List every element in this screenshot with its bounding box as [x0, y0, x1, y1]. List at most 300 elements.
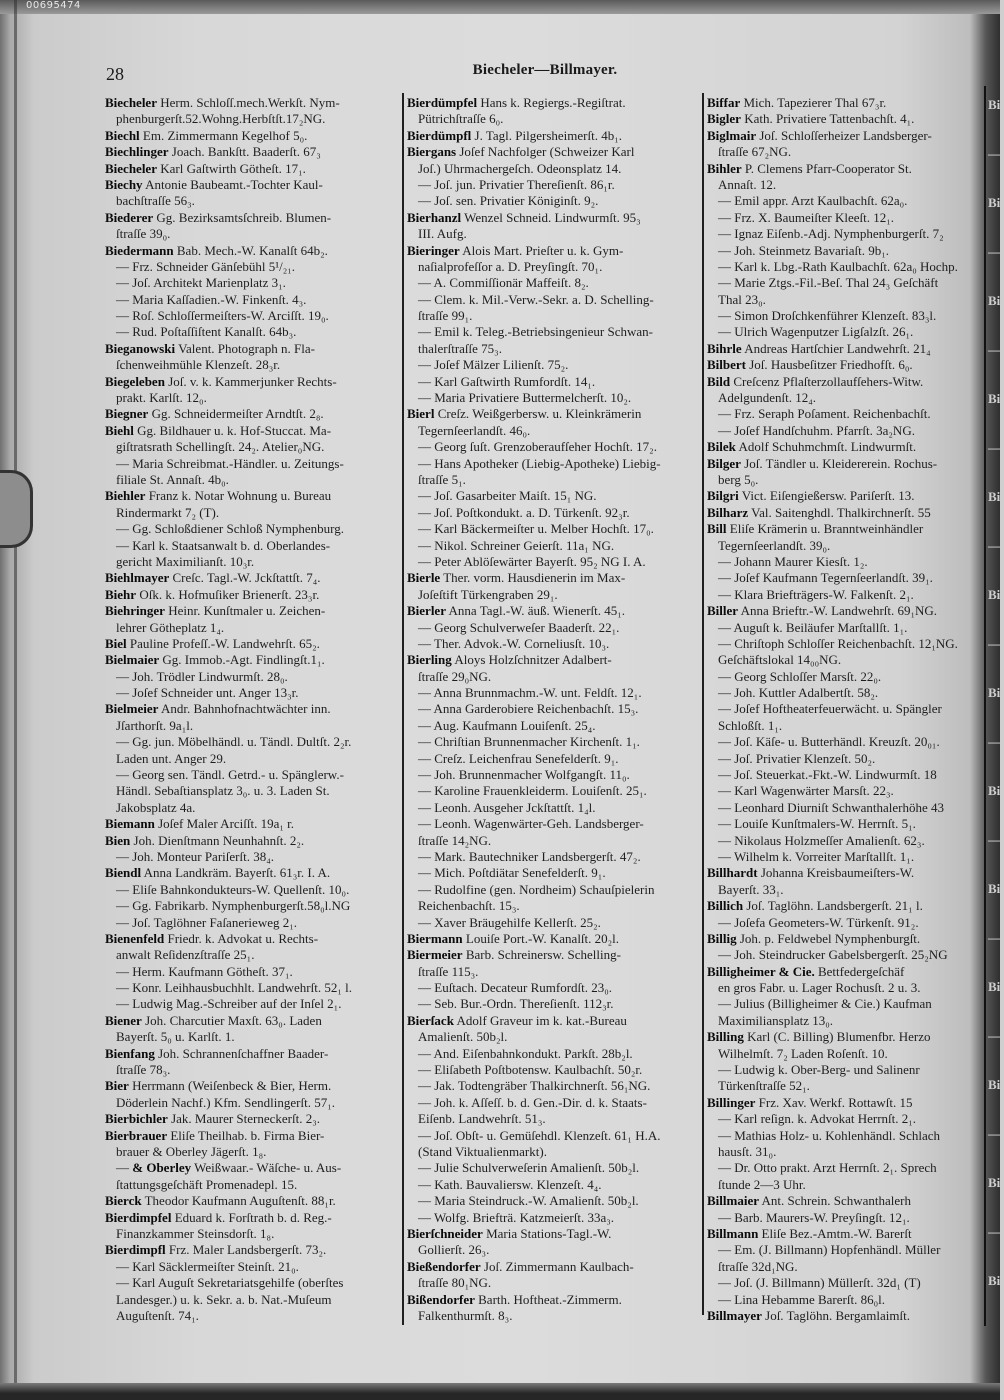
entry-continuation: [105, 111, 400, 127]
entry-continuation: [707, 292, 983, 308]
directory-entry: [407, 1292, 700, 1308]
sub-entry: [707, 701, 983, 717]
directory-entry: [105, 128, 400, 144]
entry-text: Alois Mart. Prieſter u. k. Gym-: [459, 242, 624, 258]
entry-surname: Bielmaier: [105, 652, 160, 668]
directory-entry: [707, 865, 983, 881]
entry-text: — Seb. Bur.-Ordn. Thereſienſt. 112₃r.: [418, 996, 614, 1012]
sub-entry: [707, 275, 983, 291]
sub-entry: [407, 554, 700, 570]
sub-entry: [707, 1062, 983, 1078]
entry-text: Joſ. Taglöhn. Landsbergerſt. 21₁ l.: [743, 898, 923, 914]
entry-text: — Nikolaus Holzmeſſer Amalienſt. 62₃.: [718, 832, 925, 848]
entry-text: filiale St. Annaſt. 4b₀.: [116, 471, 229, 487]
column-3: [707, 95, 983, 1327]
entry-text: Jſarthorſt. 9a₁l.: [116, 717, 194, 733]
entry-continuation: [407, 161, 700, 177]
sub-entry: [407, 751, 700, 767]
entry-surname: Bierling: [407, 652, 452, 668]
directory-entry: [105, 177, 400, 193]
directory-entry: [707, 95, 983, 111]
sub-entry: [707, 554, 983, 570]
entry-text: — Dr. Otto prakt. Arzt Herrnſt. 2₁. Sprech: [718, 1160, 937, 1176]
entry-text: — Ulrich Wagenputzer Ligſalzſt. 26₁.: [718, 324, 914, 340]
directory-entry: [105, 1013, 400, 1029]
entry-text: Wenzel Schneid. Lindwurmſt. 95₃: [461, 209, 641, 225]
entry-continuation: [407, 1275, 700, 1291]
entry-surname: Biglmair: [707, 127, 757, 143]
sub-entry: [407, 1210, 700, 1226]
entry-text: Joſef Maler Arciſſt. 19a₁ r.: [154, 816, 295, 832]
sub-entry: [105, 996, 400, 1012]
entry-continuation: [105, 947, 400, 963]
entry-text: ſtraſſe 14₂NG.: [418, 832, 492, 848]
directory-entry: [707, 603, 983, 619]
entry-surname: Biechy: [105, 176, 143, 192]
entry-text: — Clem. k. Mil.-Verw.-Sekr. a. D. Schelling-: [418, 291, 654, 307]
directory-entry: [407, 570, 700, 586]
directory-entry: [707, 439, 983, 455]
entry-text: — Hans Apotheker (Liebig-Apotheke) Liebig-: [418, 455, 661, 471]
binding-shadow: [14, 0, 17, 1400]
entry-surname: Bierſchneider: [407, 1225, 483, 1241]
column-1: [105, 95, 400, 1327]
entry-text: Theodor Kaufmann Auguſtenſt. 88₁r.: [141, 1193, 336, 1209]
entry-text: Auguſtenſt. 74₁.: [116, 1307, 199, 1323]
entry-continuation: [105, 1226, 400, 1242]
sub-entry: [407, 701, 700, 717]
entry-text: Bab. Mech.-W. Kanalſt 64b₂.: [173, 242, 328, 258]
entry-text: Joſ. Zimmermann Kaulbach-: [480, 1258, 634, 1274]
entry-text: — Joſ. Taglöhner Faſanerieweg 2₁.: [116, 914, 298, 930]
edge-text-fragment: —: [988, 930, 1001, 945]
entry-continuation: [105, 505, 400, 521]
entry-text: — Karl Gaſtwirth Rumfordſt. 14₁.: [418, 373, 596, 389]
sub-entry: [105, 259, 400, 275]
sub-entry: [407, 374, 700, 390]
entry-surname: Bierſack: [407, 1012, 454, 1028]
entry-surname: Billich: [707, 898, 744, 914]
entry-surname: Bierdimpfl: [105, 1242, 166, 1258]
entry-text: Joſ.) Uhrmachergeſch. Odeonsplatz 14.: [418, 160, 622, 176]
directory-entry: [105, 1046, 400, 1062]
sub-entry: [407, 292, 700, 308]
entry-continuation: [707, 980, 983, 996]
entry-surname: Bielmeier: [105, 701, 159, 717]
entry-surname: Billing: [707, 1029, 744, 1045]
entry-text: Bayerſt. 5₀ u. Karlſt. 1.: [116, 1029, 235, 1045]
entry-surname: Bihler: [707, 160, 742, 176]
entry-surname: Bierbrauer: [105, 1127, 168, 1143]
entry-surname: Biermeier: [407, 947, 463, 963]
entry-continuation: [105, 1029, 400, 1045]
entry-surname: Billmann: [707, 1225, 759, 1241]
entry-surname: Biehl: [105, 422, 134, 438]
directory-entry: [707, 111, 983, 127]
directory-entry: [105, 603, 400, 619]
sub-entry: [407, 915, 700, 931]
entry-continuation: [707, 472, 983, 488]
entry-text: Türkenſtraſſe 52₁.: [718, 1078, 810, 1094]
entry-text: — Aug. Kaufmann Louiſenſt. 25₄.: [418, 717, 596, 733]
entry-continuation: [707, 652, 983, 668]
entry-text: — Joſef Kaufmann Tegernſeerlandſt. 39₁.: [718, 570, 933, 586]
entry-continuation: [407, 587, 700, 603]
directory-entry: [105, 1128, 400, 1144]
edge-text-fragment: Bil: [988, 391, 1004, 406]
entry-text: — Ludwig k. Ober-Berg- und Salinenr: [718, 1062, 920, 1078]
entry-surname: Bierdümpfl: [407, 127, 472, 143]
entry-surname: Billigheimer & Cie.: [707, 963, 815, 979]
entry-continuation: [105, 751, 400, 767]
edge-text-fragment: Bil: [988, 293, 1004, 308]
sub-entry: [407, 439, 700, 455]
entry-text: — Georg Schloſſer Marsſt. 22₀.: [718, 668, 882, 684]
entry-text: — Joſef Handſchuhm. Pfarrſt. 3a₂NG.: [718, 422, 915, 438]
sub-entry: [407, 620, 700, 636]
sub-entry: [707, 406, 983, 422]
entry-text: Gollierſt. 26₃.: [418, 1242, 490, 1258]
sub-entry: [105, 669, 400, 685]
entry-text: Tegernſeerlandſt. 39₀.: [718, 537, 831, 553]
entry-continuation: [407, 308, 700, 324]
page-number: 28: [106, 64, 124, 84]
entry-text: — Maria Steindruck.-W. Amalienſt. 50b₂l.: [418, 1193, 639, 1209]
entry-surname: Biermann: [407, 930, 463, 946]
entry-text: Pütrichſtraſſe 6₀.: [418, 111, 504, 127]
entry-text: Eliſe Krämerin u. Branntweinhändler: [726, 521, 924, 537]
entry-text: — Euſtach. Decateur Rumfordſt. 23₀.: [418, 980, 613, 996]
edge-text-fragment: Bi: [988, 97, 1001, 112]
entry-text: Ther. vorm. Hausdienerin im Max-: [440, 570, 626, 586]
entry-text: (Stand Viktualienmarkt).: [418, 1144, 547, 1159]
sub-entry: [407, 1062, 700, 1078]
entry-text: berg 5₀.: [718, 471, 759, 487]
entry-text: — Marie Ztgs.-Fil.-Beſ. Thal 24₃ Geſchäft: [718, 275, 939, 291]
sub-entry: [707, 324, 983, 340]
sub-entry: [707, 1242, 983, 1258]
entry-continuation: [407, 898, 700, 914]
entry-text: — Peter Ablöſewärter Bayerſt. 95₂ NG I. A.: [418, 553, 646, 569]
entry-text: ſtraſſe 99₁.: [418, 308, 473, 324]
entry-continuation: [407, 1111, 700, 1127]
entry-text: bachſtraſſe 56₃.: [116, 193, 195, 209]
directory-entry: [407, 1259, 700, 1275]
directory-entry: [105, 374, 400, 390]
entry-text: Mich. Tapezierer Thal 67₃r.: [740, 95, 887, 110]
entry-continuation: [407, 111, 700, 127]
entry-surname: Bierck: [105, 1193, 142, 1209]
entry-continuation: [407, 833, 700, 849]
directory-entry: [707, 964, 983, 980]
entry-text: Thal 23₀.: [718, 291, 766, 307]
entry-text: Maria Stations-Tagl.-W.: [482, 1225, 612, 1241]
entry-text: naſialprofeſſor a. D. Preyſingſt. 70₁.: [418, 258, 603, 274]
sub-entry: [105, 849, 400, 865]
entry-text: Tegernſeerlandſt. 46₀.: [418, 422, 531, 438]
scan-id: 00695474: [26, 0, 81, 11]
sub-entry: [105, 767, 400, 783]
entry-surname: Biechl: [105, 127, 140, 143]
entry-surname: Bierhanzl: [407, 209, 462, 225]
entry-text: — Leonh. Wagenwärter-Geh. Landsberger-: [418, 816, 644, 832]
edge-text-fragment: —: [988, 734, 1001, 749]
entry-text: — Nikol. Schreiner Geierſt. 11a₁ NG.: [418, 537, 615, 553]
column-rule: [402, 93, 404, 1325]
sub-entry: [707, 1275, 983, 1291]
entry-text: Gg. Bildhauer u. k. Hof-Stuccat. Ma-: [133, 422, 332, 438]
entry-text: Andr. Bahnhofnachtwächter inn.: [158, 701, 331, 717]
entry-surname: Bill: [707, 521, 727, 537]
entry-text: — Konr. Leihhausbuchhlt. Landwehrſt. 52₁ l.: [116, 980, 352, 996]
directory-entry: [407, 406, 700, 422]
sub-entry: [407, 1046, 700, 1062]
entry-text: Joſef Nachfolger (Schweizer Karl: [456, 144, 635, 160]
entry-text: — Joſ. Privatier Klenzeſt. 50₂.: [718, 750, 876, 766]
sub-entry: [707, 734, 983, 750]
entry-text: — Maria Privatiere Buttermelcherſt. 10₂.: [418, 390, 632, 406]
entry-text: Bettfedergeſchäf: [814, 963, 905, 979]
sub-entry: [407, 767, 700, 783]
entry-text: — Kath. Bauvaliersw. Klenzeſt. 4₄.: [418, 1176, 602, 1192]
entry-text: anwalt Reſidenzſtraſſe 25₁.: [116, 947, 255, 963]
entry-continuation: [105, 390, 400, 406]
entry-surname: Biedermann: [105, 242, 174, 258]
sub-entry: [707, 193, 983, 209]
entry-text: giſtratsrath Schellingſt. 24₂. Atelier₀NG.: [116, 439, 325, 455]
entry-text: — Julius (Billigheimer & Cie.) Kaufman: [718, 996, 932, 1012]
edge-text-fragment: Bil: [988, 1273, 1004, 1288]
sub-entry: [707, 1128, 983, 1144]
entry-surname: Biehringer: [105, 603, 165, 619]
entry-text: ſtraſſe 5₁.: [418, 471, 466, 487]
entry-text: — A. Commiſſionär Maffeiſt. 8₂.: [418, 275, 589, 291]
entry-surname: Biller: [707, 603, 739, 619]
entry-text: — Johann Maurer Kiesſt. 1₂.: [718, 553, 868, 569]
entry-surname: Bilek: [707, 439, 736, 455]
entry-text: Herrmann (Weiſenbeck & Bier, Herm.: [128, 1078, 332, 1094]
entry-text: Creſz. Weißgerbersw. u. Kleinkrämerin: [434, 406, 642, 422]
entry-text: — Ludwig Mag.-Schreiber auf der Inſel 2₁.: [116, 996, 342, 1012]
entry-surname: Biechlinger: [105, 144, 169, 160]
entry-surname: Bißendorfer: [407, 1291, 475, 1307]
entry-text: phenburgerſt.52.Wohng.Herbſtſt.17₂NG.: [116, 111, 326, 127]
sub-entry: [407, 390, 700, 406]
entry-text: — Frz. X. Baumeiſter Kleeſt. 12₁.: [718, 209, 895, 225]
sub-entry: [707, 947, 983, 963]
entry-text: Barb. Schreinersw. Schelling-: [462, 947, 621, 963]
entry-text: — Joh. Steinmetz Bavariaſt. 9b₁.: [718, 242, 889, 258]
entry-text: Adelgundenſt. 12₄.: [718, 390, 817, 406]
entry-text: — Rudolfine (gen. Nordheim) Schauſpielerin: [418, 881, 655, 897]
directory-entry: [407, 144, 700, 160]
entry-text: — Frz. Schneider Gänſebühl 5¹/₂₁.: [116, 258, 296, 274]
entry-surname: Bierdümpfel: [407, 95, 478, 110]
entry-surname: Biegner: [105, 406, 149, 422]
column-2: [407, 95, 700, 1327]
entry-text: — Georg ſuſt. Grenzoberaufſeher Hochſt. 17₂.: [418, 439, 657, 455]
entry-continuation: [707, 144, 983, 160]
directory-entry: [105, 833, 400, 849]
entry-text: Karl Gaſtwirth Götheſt. 17₁.: [156, 160, 306, 176]
entry-text: III. Aufg.: [418, 226, 467, 242]
entry-text: Anna Brieftr.-W. Landwehrſt. 69₁NG.: [738, 603, 938, 619]
directory-entry: [105, 1078, 400, 1094]
entry-surname: Billmaier: [707, 1193, 759, 1209]
entry-text: — Joſef Mälzer Lilienſt. 75₂.: [418, 357, 569, 373]
edge-text-fragment: —: [988, 440, 1001, 455]
sub-entry: [707, 1292, 983, 1308]
sub-entry: [707, 751, 983, 767]
entry-text: ſchenweihmühle Klenzeſt. 28₃r.: [116, 357, 281, 373]
scan-bottom-edge: [0, 1383, 1000, 1400]
edge-text-fragment: Bil: [988, 783, 1004, 798]
sub-entry: [407, 1193, 700, 1209]
sub-entry: [105, 734, 400, 750]
entry-text: Bayerſt. 33₁.: [718, 881, 784, 897]
entry-text: — Joſ. Obſt- u. Gemüſehdl. Klenzeſt. 61₁ H.A.: [418, 1127, 661, 1143]
entry-continuation: [407, 423, 700, 439]
entry-text: Landesger.) u. k. Sekr. a. b. Nat.-Muſeum: [116, 1291, 332, 1307]
entry-text: Anna Tagl.-W. äuß. Wienerſt. 45₁.: [445, 603, 626, 619]
entry-text: hausſt. 31₀.: [718, 1144, 777, 1159]
edge-text-fragment: —: [988, 1224, 1001, 1239]
entry-text: ſtattungsgeſchäft Promenadepl. 15.: [116, 1176, 298, 1192]
directory-entry: [105, 931, 400, 947]
entry-text: Geſchäftslokal 14₀₀NG.: [718, 652, 842, 668]
entry-continuation: [407, 226, 700, 242]
entry-text: — Wolfg. Briefträ. Katzmeierſt. 33a₃.: [418, 1209, 615, 1225]
sub-entry: [707, 816, 983, 832]
entry-text: — Karl k. Lbg.-Rath Kaulbachſt. 62a₀ Hochp.: [718, 258, 958, 274]
entry-continuation: [707, 1046, 983, 1062]
entry-text: — Joſ. jun. Privatier Thereſienſt. 86₁r.: [418, 176, 615, 192]
sub-entry: [407, 865, 700, 881]
entry-text: Jak. Maurer Sterneckerſt. 2₃.: [167, 1111, 321, 1127]
entry-text: — Gg. jun. Möbelhändl. u. Tändl. Dultſt. 2₂r.: [116, 734, 352, 750]
sub-entry: [105, 1275, 400, 1291]
entry-text: Kath. Privatiere Tattenbachſt. 4₁.: [740, 111, 915, 127]
entry-text: — Maria Kaſſadien.-W. Finkenſt. 4₃.: [116, 291, 307, 307]
entry-text: Schloßſt. 1₁.: [718, 717, 783, 733]
entry-text: — Barb. Maurers-W. Preyſingſt. 12₁.: [718, 1209, 910, 1225]
sub-entry: [707, 1210, 983, 1226]
sub-entry: [105, 915, 400, 931]
entry-surname: Biehlmayer: [105, 570, 170, 586]
entry-text: Rindermarkt 7₂ (T).: [116, 504, 220, 520]
entry-text: Eliſe Theilhab. b. Firma Bier-: [167, 1127, 325, 1143]
entry-surname: Biehler: [105, 488, 146, 504]
directory-entry: [105, 652, 400, 668]
entry-text: — Joſefa Geometers-W. Türkenſt. 91₂.: [718, 914, 919, 930]
entry-text: — Chriſtoph Schloſſer Reichenbachſt. 12₁NG.: [718, 635, 958, 651]
entry-surname: Bild: [707, 373, 731, 389]
entry-surname: Biegeleben: [105, 373, 165, 389]
sub-entry: [105, 1160, 400, 1176]
entry-text: — Joſ. Steuerkat.-Fkt.-W. Lindwurmſt. 18: [718, 767, 937, 783]
entry-text: lehrer Götheplatz 1₄.: [116, 619, 225, 635]
entry-text: Gg. Bezirksamtsſchreib. Blumen-: [153, 209, 332, 225]
entry-continuation: [105, 193, 400, 209]
entry-surname: Bießendorfer: [407, 1258, 481, 1274]
entry-text: Vict. Eiſengießersw. Pariſerſt. 13.: [738, 488, 915, 504]
directory-entry: [105, 570, 400, 586]
entry-text: Laden unt. Anger 29.: [116, 750, 227, 766]
entry-text: ſtraſſe 115₃.: [418, 963, 479, 979]
directory-entry: [707, 1095, 983, 1111]
sub-entry: [707, 226, 983, 242]
sub-entry: [105, 1259, 400, 1275]
entry-text: ſtraſſe 78₃.: [116, 1062, 171, 1078]
sub-entry: [407, 521, 700, 537]
directory-entry: [407, 1226, 700, 1242]
entry-text: — Em. (J. Billmann) Hopfenhändl. Müller: [718, 1242, 941, 1258]
entry-text: — Leonh. Ausgeher Jckſtattſt. 1₄l.: [418, 799, 596, 815]
edge-text-fragment: —: [988, 244, 1001, 259]
directory-entry: [105, 243, 400, 259]
directory-entry: [105, 1242, 400, 1258]
entry-text: — Chriſtian Brunnenmacher Kirchenſt. 1₁.: [418, 734, 640, 750]
entry-text: — Gg. Fabrikarb. Nymphenburgerſt.58₀l.NG: [116, 898, 351, 914]
entry-text: — Joh. Brunnenmacher Wolfgangſt. 11₀.: [418, 767, 630, 783]
directory-entry: [105, 701, 400, 717]
sub-entry: [105, 898, 400, 914]
directory-entry: [407, 243, 700, 259]
entry-continuation: [105, 1144, 400, 1160]
entry-continuation: [707, 1013, 983, 1029]
entry-text: — Wilhelm k. Vorreiter Marſtallſt. 1₁.: [718, 848, 915, 864]
entry-text: Händl. Sebaſtiansplatz 3₀. u. 3. Laden St.: [116, 783, 330, 799]
directory-entry: [105, 341, 400, 357]
entry-continuation: [105, 620, 400, 636]
sub-entry: [407, 456, 700, 472]
sub-entry: [105, 308, 400, 324]
entry-continuation: [105, 357, 400, 373]
entry-text: Joſ. Tändler u. Kleidererein. Rochus-: [740, 455, 938, 471]
sub-entry: [407, 685, 700, 701]
sub-entry: [707, 243, 983, 259]
entry-text: brauer & Oberley Jägerſt. 1₈.: [116, 1144, 267, 1159]
entry-continuation: [707, 1078, 983, 1094]
sub-entry: [105, 324, 400, 340]
entry-surname: Billhardt: [707, 865, 758, 881]
entry-continuation: [105, 1292, 400, 1308]
edge-text-fragment: —: [988, 538, 1001, 553]
sub-entry: [707, 1111, 983, 1127]
directory-entry: [707, 374, 983, 390]
sub-entry: [407, 980, 700, 996]
entry-surname: Biemann: [105, 816, 155, 832]
entry-surname: Biffar: [707, 95, 741, 110]
edge-text-fragment: —: [988, 1028, 1001, 1043]
edge-text-fragment: Bil: [988, 1077, 1004, 1092]
entry-surname: Billmayer: [707, 1307, 762, 1323]
sub-entry: [105, 980, 400, 996]
sub-entry: [707, 849, 983, 865]
edge-text-fragment: Bil: [988, 881, 1004, 896]
sub-entry: [407, 193, 700, 209]
entry-continuation: [707, 882, 983, 898]
running-head: Biecheler—Billmayer.: [472, 62, 618, 78]
entry-text: — Karl Säcklermeiſter Steinſt. 21₀.: [116, 1258, 299, 1274]
entry-text: Johanna Kreisbaumeiſters-W.: [757, 865, 915, 881]
entry-text: — Auguſt k. Beiläufer Marſtallſt. 1₁.: [718, 619, 908, 635]
entry-text: — Xaver Bräugehilfe Kellerſt. 25₂.: [418, 914, 601, 930]
sub-entry: [407, 734, 700, 750]
sub-entry: [707, 210, 983, 226]
sub-entry: [407, 996, 700, 1012]
sub-entry: [105, 882, 400, 898]
